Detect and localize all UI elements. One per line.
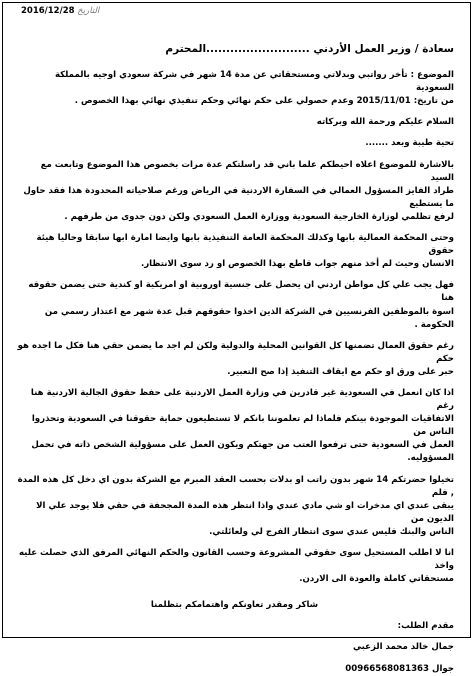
letter-page: [2, 2, 471, 674]
paragraph-line: بالاشارة للموضوع اعلاه احيطكم علما باني قد راسلتكم عدة مرات بخصوص هذا الموضوع وتابعت مع السيد: [40, 159, 454, 183]
phone-number: 00966568081363: [345, 663, 430, 674]
greeting: السلام عليكم ورحمة الله وبركاته: [316, 117, 454, 128]
paragraph-4: [15, 340, 454, 379]
opening: تحية طيبة وبعد .......: [365, 138, 454, 149]
paragraph-line: لرفع تظلمي لوزارة الخارجية السعودية ووزارة العمل السعودي ولكن دون جدوى من طرفهم .: [64, 211, 454, 222]
paragraph-line: تخيلوا حضرتكم 14 شهر بدون راتب او بدلات بحسب العقد المبرم مع الشركة بدون اي دخل كل هذه المدة , فلم: [17, 474, 454, 498]
date-value: 2016/12/28: [21, 6, 75, 16]
paragraph-3: [15, 279, 454, 331]
phone-line: [15, 663, 454, 676]
paragraph-line: يبقى عندي اي مدخرات او شي مادي عندي واذا انتظر هذه المدة المجحفة في حقي فلا يوجد علي الا الديون من: [36, 500, 454, 524]
paragraph-line: العمل في السعودية حتى ترفعوا العتب من جهتكم ويكون العمل على مسؤولية الشخص ذاته في تحمل المسؤوليه.: [31, 440, 454, 464]
closing-line: شاكر ومقدر تعاونكم واهتمامكم بتظلمنا: [150, 600, 319, 611]
paragraph-6: [15, 474, 454, 539]
paragraph-line: مستحقاتي كاملة والعودة الى الاردن.: [299, 574, 454, 585]
paragraph-line: الانسان وحيث لم أخذ منهم جواب قاطع بهذا الخصوص او رد سوى الانتظار.: [140, 259, 454, 270]
paragraph-line: الناس والبنك فليس عندي سوى انتظار الفرج لي ولعائلتي.: [209, 526, 454, 537]
subject-label: الموضوع :: [410, 70, 454, 81]
paragraph-line: فهل يجب علي كل مواطن اردني ان يحصل على جنسية اوروبية او امريكية او كندية حتى يضمن حقوقه هنا: [28, 280, 454, 304]
applicant-label: مقدم الطلب:: [397, 621, 454, 632]
paragraph-line: الاتفاقيات الموجودة بينكم فلماذا لم تعلموننا بانكم لا تستطيعون حماية حقوقنا في السعودية وتحذروا الناس من: [31, 414, 454, 438]
subject-line-1: [15, 69, 454, 95]
letter-body: [15, 43, 454, 676]
paragraph-1: [15, 159, 454, 224]
paragraph-2: [15, 232, 454, 271]
paragraph-line: وحتى المحكمة العمالية بابها وكذلك المحكمة العامة التنفيذية بابها وايضا امارة ابها سابقا وحاليا هيئة حقوق: [36, 233, 454, 257]
paragraph-line: اذا كان انعمل في السعودية غير قادرين في وزارة العمل الاردنية على حفظ حقوق الجالية الاردنية هنا رغم: [30, 387, 454, 412]
subject-text: تأخر رواتبي وبدلاتي ومستحقاتي عن مدة 14 شهر في شركة سعودي اوجيه بالمملكة السعودية: [54, 70, 454, 94]
paragraph-line: رغم حقوق العمال تضمنها كل القوانين المحلية والدولية ولكن لم اجد ما يضمن حقي هنا فكل ما اجده هو حكم: [17, 340, 454, 364]
salutation-line: سعادة / وزير العمل الأردني ..........................المحترم: [165, 43, 454, 55]
subject-line-2: من تاريخ: 2015/11/01 وعدم حصولي على حكم نهائي وحكم تنفيذي نهائي بهذا الخصوص .: [74, 96, 454, 107]
paragraph-line: انا لا اطلب المستحيل سوى حقوقي المشروعة وحسب القانون والحكم النهائي المرفق الذي حصلت عليه واخذ: [18, 548, 454, 572]
paragraph-7: [15, 547, 454, 586]
paragraph-line: طراد الفايز المسؤول العمالي في السفارة الاردنية في الرياض ورغم صلاحياته المحدودة هذا فقد حاول ما يستطيع: [23, 185, 454, 209]
paragraph-line: حبر على ورق او حكم مع ايقاف التنفيذ إذا صح التعبير.: [227, 366, 454, 377]
date-label: التاريخ: [77, 6, 100, 16]
paragraph-line: اسوة بالموظفين الفرنسيين في الشركة الذين اخذوا حقوقهم قبل عدة شهر مع اعتذار رسمي من الحكومة .: [44, 306, 454, 330]
phone-label: جوال: [432, 663, 454, 674]
date-line: [21, 6, 99, 16]
paragraph-5: [15, 387, 454, 466]
applicant-name: جمال خالد محمد الزعبي: [352, 642, 454, 653]
